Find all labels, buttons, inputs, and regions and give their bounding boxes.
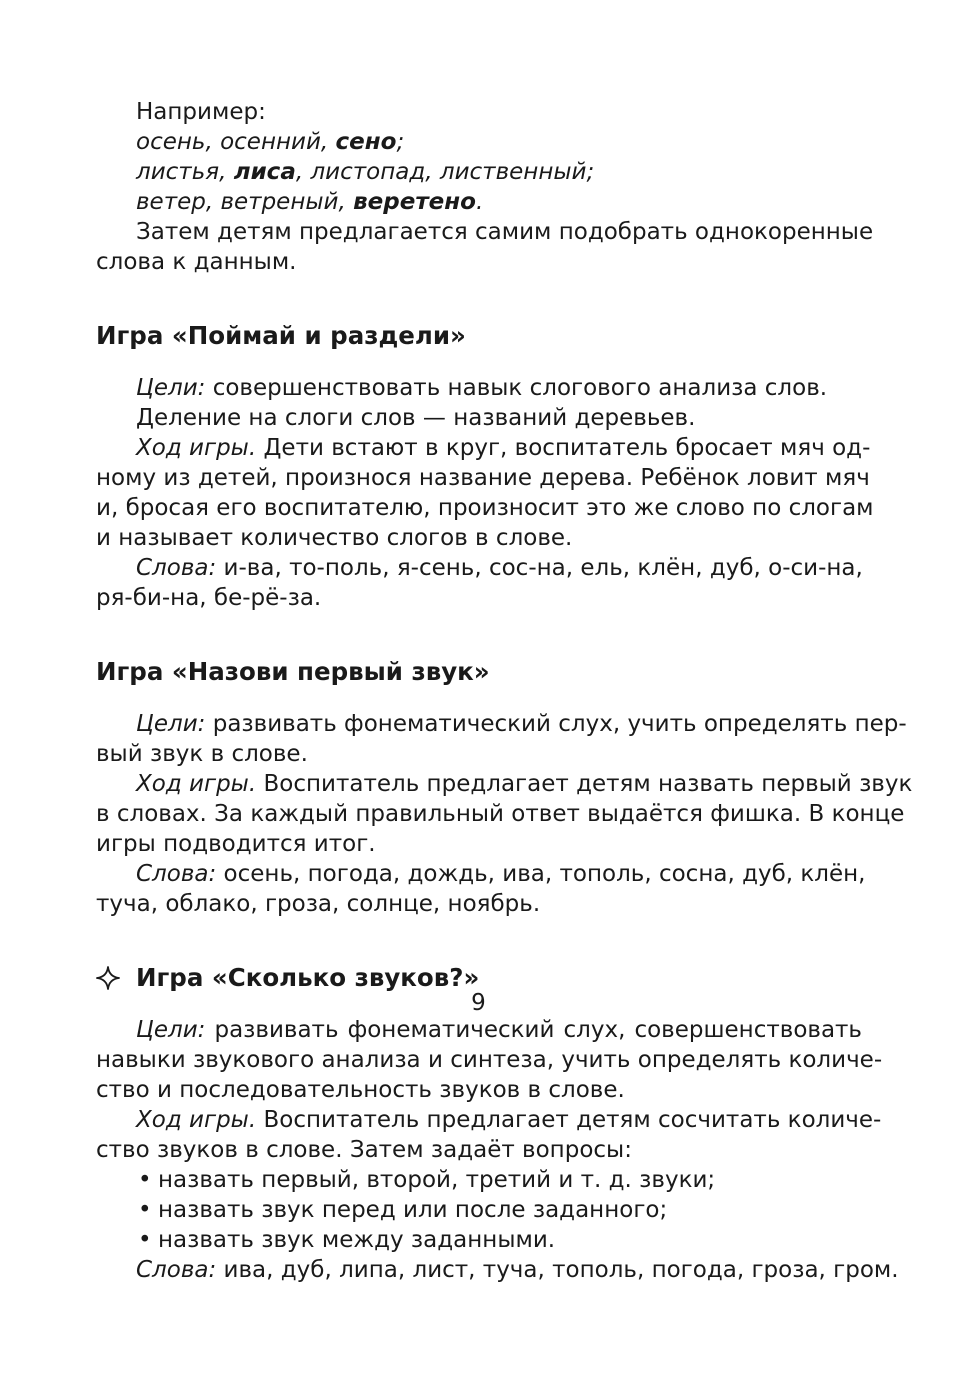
words-line: Слова: и-ва, то-поль, я-сень, сос-на, ель, клён, дуб, о-си-на, [136, 555, 863, 581]
paragraph-line: ному из детей, произнося название дерева. Ребёнок ловит мяч [96, 465, 870, 491]
section-heading: Игра «Сколько звуков?» [96, 963, 862, 993]
goals-line: Цели: развивать фонематический слух, учить определять пер- [136, 711, 907, 737]
example-label: Например: [136, 99, 266, 125]
list-item: • назвать первый, второй, третий и т. д. звуки; [138, 1167, 716, 1193]
paragraph-line: и, бросая его воспитателю, произносит это же слово по слогам [96, 495, 874, 521]
goals-line: Цели: развивать фонематический слух, совершенствовать [136, 1017, 862, 1043]
paragraph-line: Затем детям предлагается самим подобрать однокоренные [136, 219, 874, 245]
example-line: листья, лиса, листопад, лиственный; [136, 159, 595, 185]
example-line: ветер, ветреный, веретено. [136, 189, 484, 215]
paragraph-line: в словах. За каждый правильный ответ выдаётся фишка. В конце [96, 801, 905, 827]
paragraph-line: Деление на слоги слов — названий деревьев. [136, 405, 696, 431]
example-line: осень, осенний, сено; [136, 129, 405, 155]
words-line: Слова: осень, погода, дождь, ива, тополь, сосна, дуб, клён, [136, 861, 866, 887]
goals-line: Цели: совершенствовать навык слогового анализа слов. [136, 375, 828, 401]
paragraph-line: ря-би-на, бе-рё-за. [96, 585, 322, 611]
paragraph-line: слова к данным. [96, 249, 297, 275]
play-line: Ход игры. Дети встают в круг, воспитатель бросает мяч од- [136, 435, 871, 461]
play-line: Ход игры. Воспитатель предлагает детям назвать первый звук [136, 771, 913, 797]
paragraph-line: ство звуков в слове. Затем задаёт вопросы: [96, 1137, 632, 1163]
four-point-star-icon [96, 966, 120, 990]
paragraph-line: туча, облако, гроза, солнце, ноябрь. [96, 891, 541, 917]
paragraph-line: игры подводится итог. [96, 831, 376, 857]
paragraph-line: вый звук в слове. [96, 741, 308, 767]
paragraph-line: навыки звукового анализа и синтеза, учить определять количе- [96, 1047, 883, 1073]
list-item: • назвать звук перед или после заданного; [138, 1197, 668, 1223]
paragraph-line: ство и последовательность звуков в слове. [96, 1077, 625, 1103]
play-line: Ход игры. Воспитатель предлагает детям сосчитать количе- [136, 1107, 882, 1133]
paragraph-line: и называет количество слогов в слове. [96, 525, 573, 551]
section-heading: Игра «Назови первый звук» [96, 657, 490, 686]
page-content [96, 97, 913, 1285]
page-number: 9 [471, 990, 486, 1016]
list-item: • назвать звук между заданными. [138, 1227, 556, 1253]
section-heading: Игра «Поймай и раздели» [96, 321, 466, 350]
words-line: Слова: ива, дуб, липа, лист, туча, тополь, погода, гроза, гром. [136, 1257, 899, 1283]
